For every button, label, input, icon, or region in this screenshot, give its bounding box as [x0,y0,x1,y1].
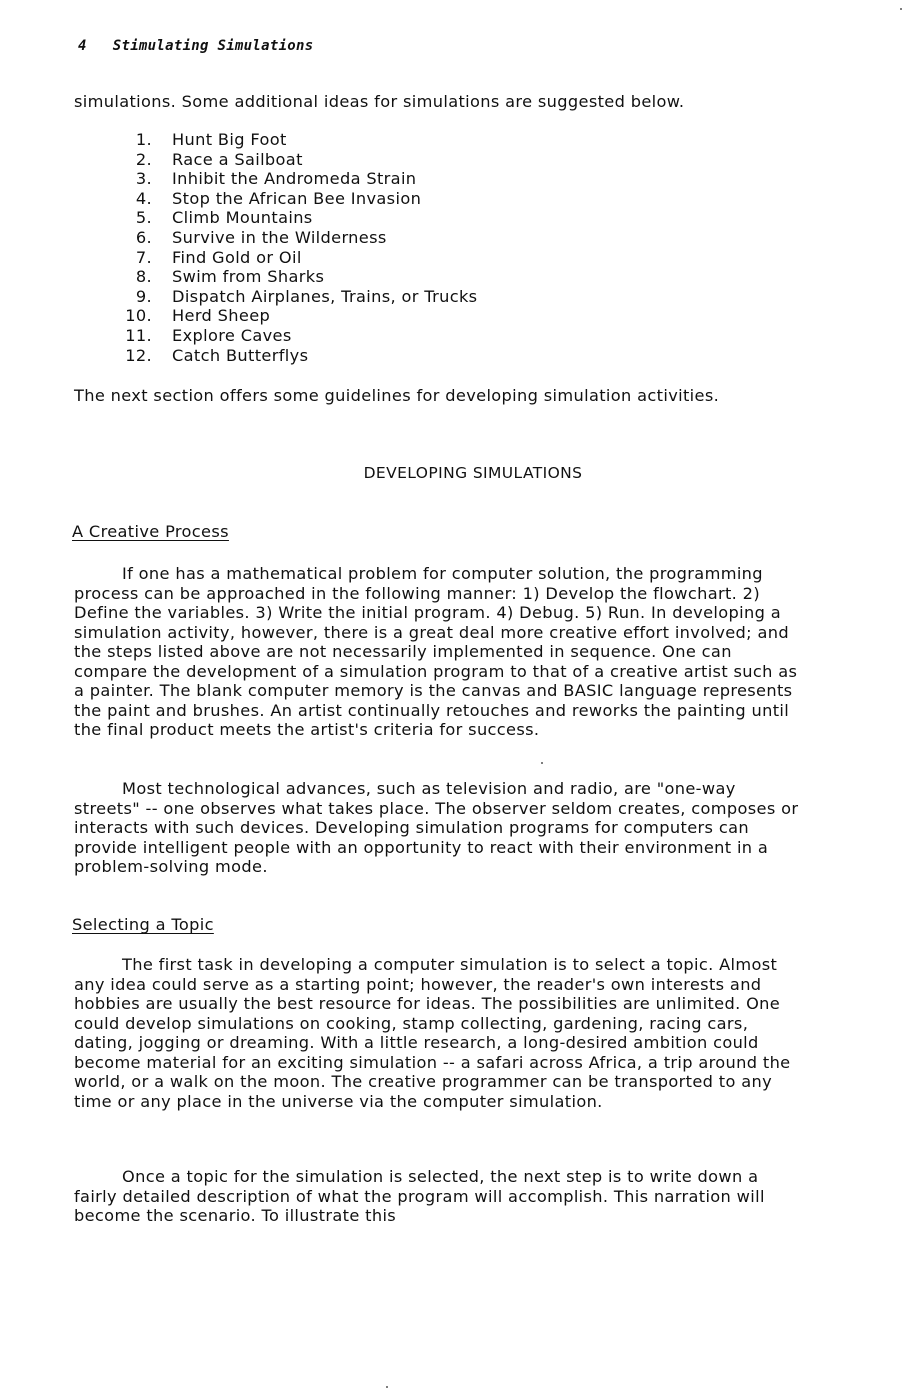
next-section-note: The next section offers some guidelines for developing simulation activities. [74,386,720,405]
list-item: 11. Explore Caves [125,325,292,345]
intro-line: simulations. Some additional ideas for simulations are suggested below. [74,92,685,111]
list-item: 1. Hunt Big Foot [135,130,287,149]
list-item: 4. Stop the African Bee Invasion [135,188,422,208]
running-header [78,38,314,54]
section-title: DEVELOPING SIMULATIONS [363,464,583,482]
list-item: 3. Inhibit the Andromeda Strain [135,169,417,189]
list-item: 10. Herd Sheep [125,306,271,326]
selecting-topic-paragraph-1: The first task in developing a computer simulation is to select a topic. Almost any idea could serve as a starting point; however, the reader's own interests and hobbies are usually the best resource for ideas. The possibilities are unlimited. One could develop simulations on cooking, stamp collecting, gardening, racing cars, dating, jogging or dreaming. With a little research, a long-desired ambition could become material for an exciting simulation -- a safari across Africa, a trip around the world, or a walk on the moon. The creative programmer can be transported to any time or any place in the universe via the computer simulation. [74,955,791,1111]
running-title: Stimulating Simulations [112,38,314,54]
creative-process-heading: A Creative Process [72,522,229,541]
page-number: 4 [78,38,87,54]
print-speck [386,1386,388,1388]
list-item: 9. Dispatch Airplanes, Trains, or Trucks [135,286,478,306]
selecting-topic-paragraph-2: Once a topic for the simulation is selected, the next step is to write down a fairly detailed description of what the program will accomplish. This narration will become the scenario. To illustrate this [74,1167,765,1225]
print-speck [900,8,902,10]
list-item: 12. Catch Butterflys [125,345,309,365]
list-item: 2. Race a Sailboat [135,149,303,169]
creative-process-paragraph-2: Most technological advances, such as television and radio, are "one-way streets" -- one observes what takes place. The observer seldom creates, composes or interacts with such devices. Developing simulation programs for computers can provide intelligent people with an opportunity to react with their environment in a problem-solving mode. [74,779,799,876]
list-item: 5. Climb Mountains [135,208,313,228]
list-item: 8. Swim from Sharks [135,267,325,287]
print-speck [541,762,543,764]
selecting-topic-heading: Selecting a Topic [72,915,214,934]
ideas-list [118,130,477,365]
list-item: 7. Find Gold or Oil [135,247,302,267]
list-item: 6. Survive in the Wilderness [135,227,387,247]
creative-process-paragraph-1: If one has a mathematical problem for computer solution, the programming process can be approached in the following manner: 1) Develop the flowchart. 2) Define the variables. 3) Write the initial program. 4) Debug. 5) Run. In developing a simulation activity, however, there is a great deal more creative effort involved; and the steps listed above are not necessarily implemented in sequence. One can compare the development of a simulation program to that of a creative artist such as a painter. The blank computer memory is the canvas and BASIC language represents the paint and brushes. An artist continually retouches and reworks the painting until the final product meets the artist's criteria for success. [74,564,798,739]
